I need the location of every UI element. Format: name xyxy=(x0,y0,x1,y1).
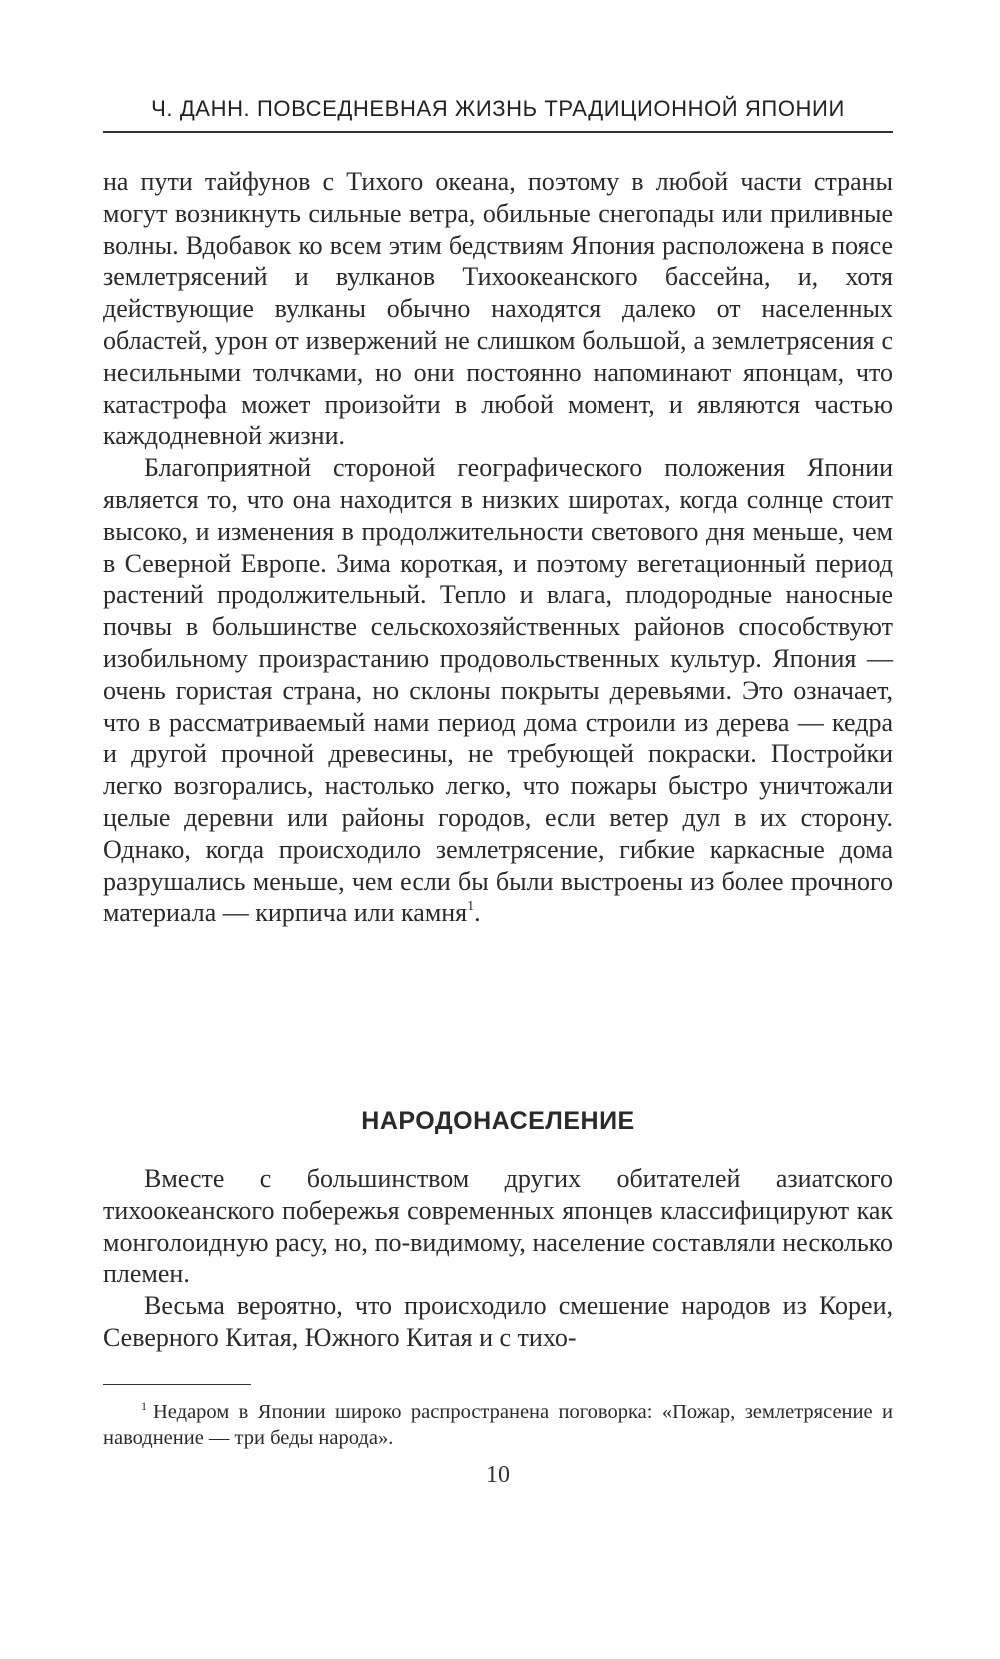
footnote xyxy=(103,1400,893,1451)
section-heading: НАРОДОНАСЕЛЕНИЕ xyxy=(361,1107,635,1135)
paragraph xyxy=(103,1290,893,1354)
paragraph xyxy=(103,452,893,929)
paragraph-text: на пути тайфунов с Тихого океана, поэтому в любой части страны могут возникнуть сильные ветра, обильные снегопады или приливные волны. Вдобавок ко всем этим бедствиям Япония расположена в поясе землетрясений и вулканов Тихоокеанского бассейна, и, хотя действующие вулканы обычно находятся далеко от населенных областей, урон от извержений не слишком большой, а землетрясения с несильными толчками, но они постоянно напоминают японцам, что катастрофа может произойти в любой момент, и являются частью каждодневной жизни. xyxy=(103,167,893,451)
paragraph-tail: . xyxy=(474,898,481,928)
header-rule xyxy=(103,131,893,133)
paragraph xyxy=(103,1163,893,1290)
footnote-rule xyxy=(103,1384,251,1385)
paragraph-text: Вместе с большинством других обитателей азиатского тихоокеанского побережья современных японцев классифицируют как монголоидную расу, но, по-видимому, население составляли несколько племен. xyxy=(103,1164,893,1289)
section-text-block xyxy=(103,1163,893,1354)
page-number: 10 xyxy=(486,1462,510,1488)
footnote-mark: 1 xyxy=(141,1399,147,1413)
main-text-block xyxy=(103,166,893,929)
paragraph xyxy=(103,166,893,452)
footnote-reference: 1 xyxy=(467,899,475,915)
running-header: Ч. ДАНН. ПОВСЕДНЕВНАЯ ЖИЗНЬ ТРАДИЦИОННОЙ ЯПОНИИ xyxy=(151,96,845,121)
paragraph-text: Благоприятной стороной географического положения Японии является то, что она находится в низких широтах, когда солнце стоит высоко, и изменения в продолжительности светового дня меньше, чем в Северной Европе. Зима короткая, и поэтому вегетационный период растений продолжительный. Тепло и влага, плодородные наносные почвы в большинстве сельскохозяйственных районов способствуют изобильному произрастанию продовольственных культур. Япония — очень гористая страна, но склоны покрыты деревьями. Это означает, что в рассматриваемый нами период дома строили из дерева — кедра и другой прочной древесины, не требующей покраски. Постройки легко возгорались, настолько легко, что пожары быстро уничтожали целые деревни или районы городов, если ветер дул в их сторону. Однако, когда происходило землетрясение, гибкие каркасные дома разрушались меньше, чем если бы были выстроены из более прочного материала — кирпича или камня xyxy=(103,453,893,928)
footnote-text: Недаром в Японии широко распространена поговорка: «Пожар, землетрясение и наводнение — три беды народа». xyxy=(103,1401,893,1449)
paragraph-text: Весьма вероятно, что происходило смешение народов из Кореи, Северного Китая, Южного Китая и с тихо- xyxy=(103,1291,893,1352)
